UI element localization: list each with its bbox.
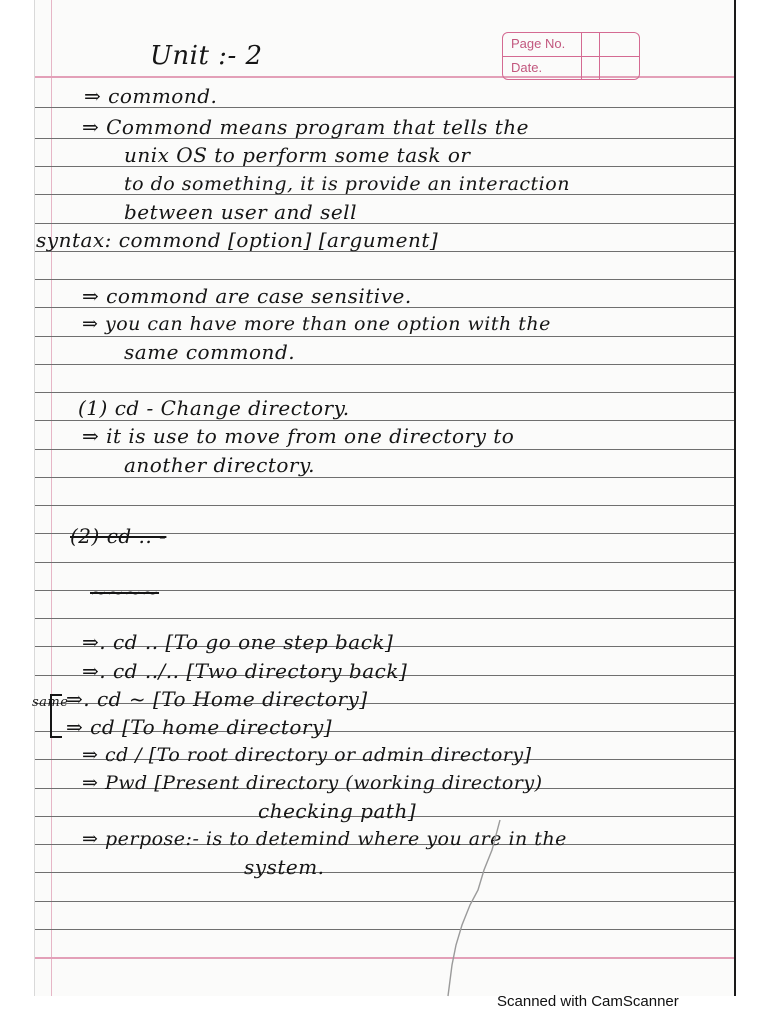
command-line: ⇒ cd [To home directory]	[66, 715, 333, 739]
note-line: system.	[244, 855, 325, 879]
page-title: Unit :- 2	[150, 41, 263, 71]
note-line: to do something, it is provide an interaction	[124, 173, 570, 195]
ruled-line	[35, 929, 735, 930]
page-no-label: Page No.	[511, 36, 566, 51]
note-line: ⇒ it is use to move from one directory to	[82, 424, 515, 448]
syntax-line: syntax: commond [option] [argument]	[36, 228, 439, 252]
command-line: ⇒. cd ~ [To Home directory]	[66, 687, 368, 711]
note-line: same commond.	[124, 340, 296, 364]
command-line: ⇒. cd .. [To go one step back]	[82, 630, 394, 654]
command-line: ⇒. cd ../.. [Two directory back]	[82, 659, 408, 683]
ruled-line	[35, 477, 735, 478]
ruled-line	[35, 336, 735, 337]
scanner-watermark: Scanned with CamScanner	[497, 993, 679, 1010]
section-heading: (2) cd .. -	[70, 524, 167, 548]
page-edge	[734, 0, 736, 996]
note-line: unix OS to perform some task or	[124, 143, 471, 167]
bracket-mark	[50, 694, 62, 738]
note-line: between user and sell	[124, 200, 357, 224]
note-line: ⇒ you can have more than one option with the	[82, 313, 551, 335]
page-date-box	[502, 32, 640, 80]
ruled-line	[35, 420, 735, 421]
command-line: ⇒ Pwd [Present directory (working directory)	[82, 772, 543, 794]
section-heading: (1) cd - Change directory.	[78, 396, 350, 420]
ruled-line	[35, 618, 735, 619]
struck-word: ~~~~	[90, 580, 160, 604]
margin-line	[51, 0, 52, 996]
ruled-line	[35, 872, 735, 873]
note-line: ⇒ perpose:- is to detemind where you are in the	[82, 828, 567, 850]
ruled-line	[35, 901, 735, 902]
ruled-line	[35, 279, 735, 280]
command-line: ⇒ cd / [To root directory or admin directory]	[82, 744, 532, 766]
command-line: checking path]	[258, 799, 417, 823]
date-label: Date.	[511, 60, 543, 75]
ruled-line	[35, 364, 735, 365]
ruled-line	[35, 562, 735, 563]
note-line: another directory.	[124, 453, 315, 477]
note-line: ⇒ Commond means program that tells the	[82, 115, 529, 139]
ruled-line	[35, 392, 735, 393]
note-line: ⇒ commond are case sensitive.	[82, 284, 412, 308]
ruled-line	[35, 957, 735, 959]
ruled-line	[35, 505, 735, 506]
note-line: ⇒ commond.	[84, 84, 218, 108]
margin-note: same	[32, 695, 69, 710]
ruled-line	[35, 449, 735, 450]
